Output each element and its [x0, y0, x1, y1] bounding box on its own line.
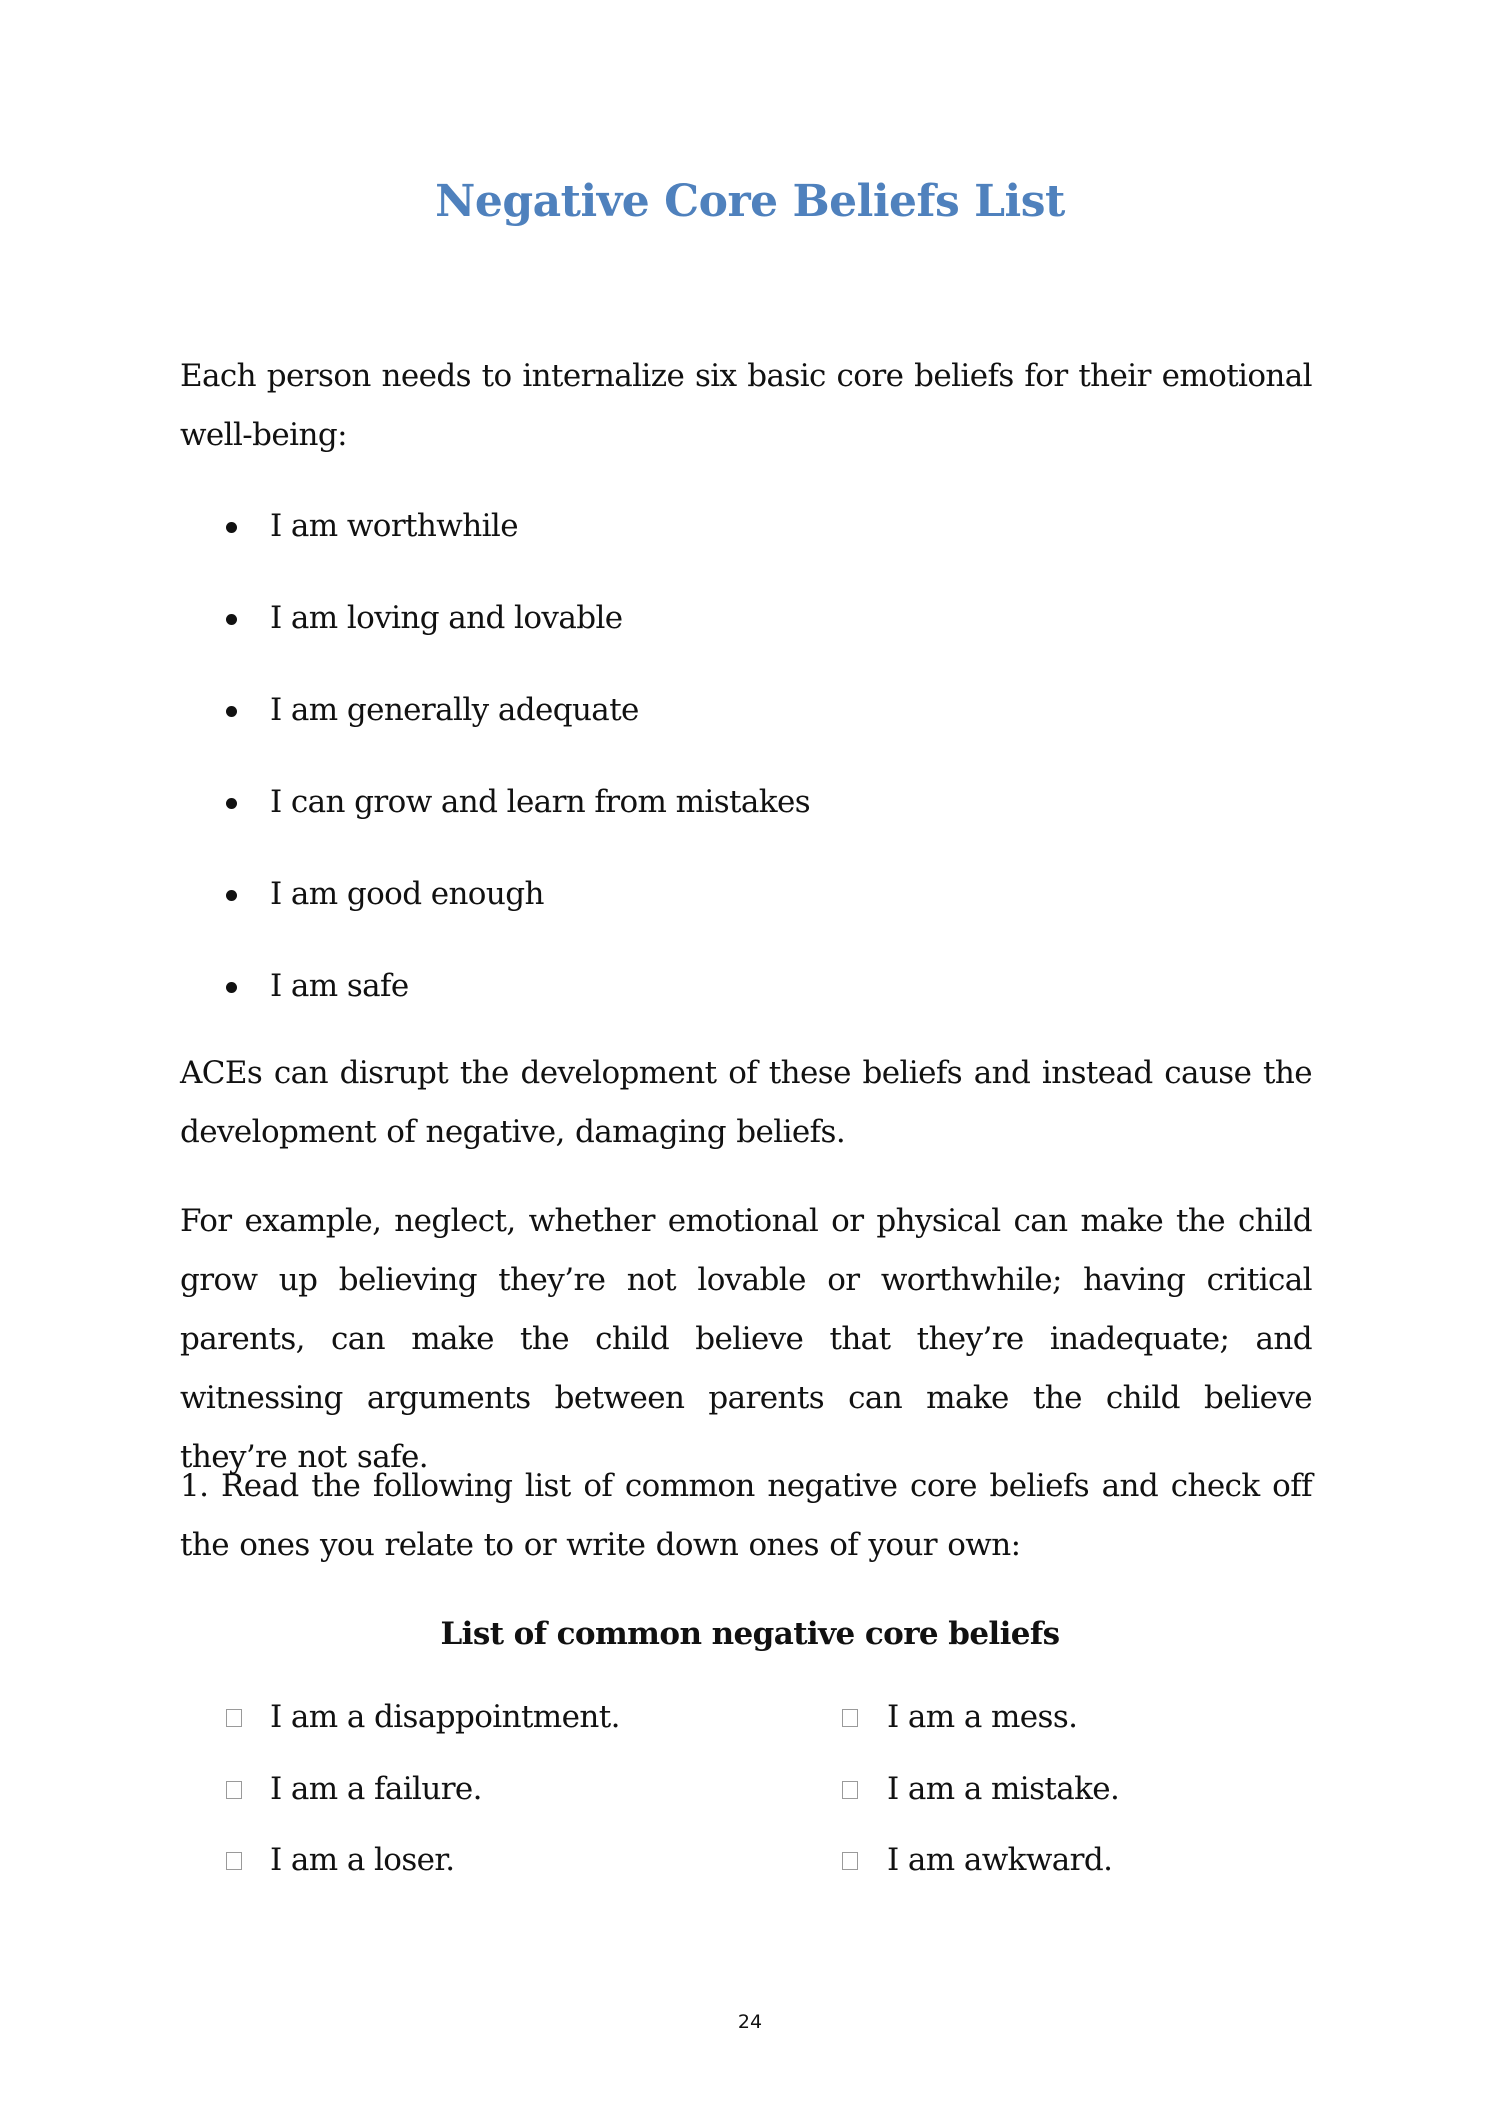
- list-item-text: I am worthwhile: [270, 508, 518, 544]
- checklist-item[interactable]: [0, 1831, 1500, 1890]
- checkbox-icon[interactable]: [842, 1852, 858, 1870]
- bullet-icon: [226, 798, 237, 809]
- list-item-text: I am generally adequate: [270, 692, 639, 728]
- checklist-item[interactable]: [0, 1688, 1500, 1747]
- list-item: [0, 497, 1500, 556]
- core-beliefs-list: [0, 497, 1500, 1049]
- list-item-text: I am safe: [270, 968, 409, 1004]
- bullet-icon: [226, 982, 237, 993]
- list-heading: List of common negative core beliefs: [440, 1616, 1060, 1652]
- aces-paragraph: ACEs can disrupt the development of these beliefs and instead cause the development of negative, damaging beliefs.: [180, 1055, 1312, 1150]
- page-number: 24: [737, 2011, 763, 2033]
- intro-paragraph: Each person needs to internalize six basic core beliefs for their emotional well-being:: [180, 358, 1312, 453]
- checklist-item-label: I am a failure.: [270, 1771, 482, 1807]
- checklist-item-label: I am a mess.: [887, 1699, 1078, 1735]
- list-item-text: I am loving and lovable: [270, 600, 623, 636]
- instruction-paragraph: 1. Read the following list of common negative core beliefs and check off the ones you relate to or write down ones of your own:: [180, 1468, 1312, 1563]
- bullet-icon: [226, 890, 237, 901]
- bullet-icon: [226, 522, 237, 533]
- checklist-item-label: I am a mistake.: [887, 1771, 1120, 1807]
- list-item: [0, 773, 1500, 832]
- checklist-item[interactable]: [0, 1760, 1500, 1819]
- checkbox-icon[interactable]: [842, 1709, 858, 1727]
- checklist-item-label: I am awkward.: [887, 1842, 1113, 1878]
- list-item: [0, 589, 1500, 648]
- example-paragraph: For example, neglect, whether emotional or physical can make the child grow up believing they’re not lovable or worthwhile; having critical parents, can make the child believe that they’re inadequate; and witnessing arguments between parents can make the child believe they’re not safe.: [180, 1203, 1312, 1475]
- checklist-item-label: I am a loser.: [270, 1842, 455, 1878]
- bullet-icon: [226, 614, 237, 625]
- list-item: [0, 957, 1500, 1016]
- list-item: [0, 865, 1500, 924]
- list-item: [0, 681, 1500, 740]
- list-item-text: I am good enough: [270, 876, 544, 912]
- checklist-item-label: I am a disappointment.: [270, 1699, 620, 1735]
- list-item-text: I can grow and learn from mistakes: [270, 784, 811, 820]
- checkbox-icon[interactable]: [842, 1781, 858, 1799]
- page-title: Negative Core Beliefs List: [435, 176, 1065, 227]
- bullet-icon: [226, 706, 237, 717]
